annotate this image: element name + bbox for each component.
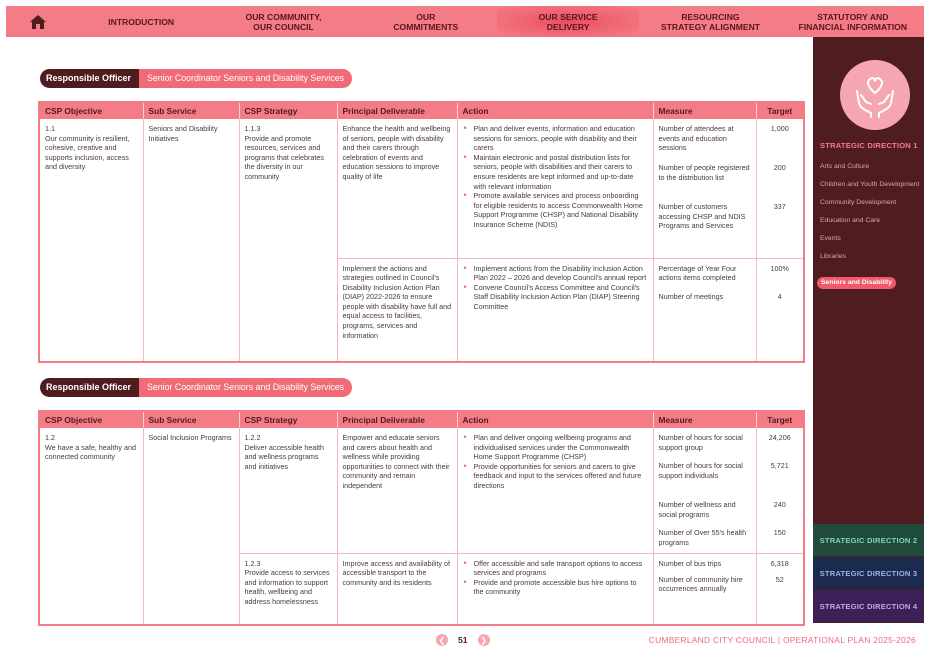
measure-item: Number of community hire occurrences annually [658,574,743,594]
csp-objective-cell: 1.2 We have a safe, healthy and connected community [39,428,143,625]
page-number: 51 [458,635,468,645]
measure-item: Number of customers accessing CHSP and NDIS Programs and Services [658,202,746,231]
action-item: • Provide and promote accessible bus hire options to the community [463,578,648,597]
header-csp-objective: CSP Objective [39,411,143,428]
target-value: 24,206 [768,433,791,442]
measure-item: Number of hours for social support individuals [658,461,743,480]
target-value: 4 [777,291,782,301]
sidebar-item-libraries[interactable]: Libraries [820,253,847,260]
measure-item: Number of bus trips [658,558,722,568]
service-table-1 [38,101,805,363]
measure-item: Number of attendees at events and education sessions [658,124,734,153]
target-value: 240 [773,500,786,509]
target-value: 200 [773,163,786,172]
hands-heart-icon [840,60,910,130]
action-cell [457,258,653,362]
target-cell [756,258,804,362]
deliverable-cell: Implement the actions and strategies outlined in Council's Disability Inclusion Action Plan (DIAP) 2022-2026 to ensure people with disability have full and equal access to facilities, programs, services and information [337,258,457,362]
footer-text: CUMBERLAND CITY COUNCIL | OPERATIONAL PLAN 2025-2026 [648,635,916,645]
deliverable-cell: Enhance the health and wellbeing of seniors, people with disability and their carers through celebration of events and education sessions to improve quality of life [337,119,457,258]
csp-strategy-cell: 1.2.2 Deliver accessible health and wellness programs and initiatives [239,428,337,553]
strategic-direction-2-tab[interactable]: STRATEGIC DIRECTION 2 [813,524,924,556]
deliverable-cell: Empower and educate seniors and carers about health and wellness while providing opportunities to connect with their community and remain independent [337,428,457,553]
responsible-officer-label: Responsible Officer [40,69,139,88]
sub-service-cell: Seniors and Disability Initiatives [143,119,239,362]
responsible-officer-value: Senior Coordinator Seniors and Disability Services [139,69,352,88]
action-item: • Promote available services and process onboarding for eligible residents to access Commonwealth Home Support Programme (CHSP) and National Disability Insurance Scheme (NDIS) [463,191,648,229]
measure-item: Number of people registered to the distribution list [658,163,750,182]
header-sub-service: Sub Service [143,102,239,119]
measure-item: Number of hours for social support group [658,433,743,452]
action-cell [457,428,653,553]
target-value: 52 [775,574,784,584]
table-header-row [39,411,804,428]
action-item: • Implement actions from the Disability Inclusion Action Plan 2022 – 2026 and develop Council's annual report [463,264,648,283]
target-value: 150 [773,528,786,537]
deliverable-cell: Improve access and availability of accessible transport to the community and its residents [337,553,457,625]
sidebar-item-community-development[interactable]: Community Development [820,199,897,206]
header-target: Target [756,411,804,428]
responsible-officer-bar [40,69,352,88]
header-action: Action [457,411,653,428]
csp-objective-cell: 1.1 Our community is resilient, cohesive, creative and supports inclusion, access and diversity [39,119,143,362]
chevron-right-icon[interactable]: ❯ [478,634,490,646]
responsible-officer-value: Senior Coordinator Seniors and Disability Services [139,378,352,397]
measure-cell [653,119,756,258]
table-row [39,119,804,258]
responsible-officer-label: Responsible Officer [40,378,139,397]
action-cell [457,119,653,258]
chevron-left-icon[interactable]: ❮ [436,634,448,646]
strategic-direction-3-tab[interactable]: STRATEGIC DIRECTION 3 [813,557,924,589]
target-value: 337 [773,202,786,211]
responsible-officer-bar [40,378,352,397]
sidebar-title: STRATEGIC DIRECTION 1 [820,141,918,150]
action-cell [457,553,653,625]
action-item: • Offer accessible and safe transport options to access services and programs [463,559,648,578]
target-cell [756,119,804,258]
sidebar-item-education-care[interactable]: Education and Care [820,217,881,224]
measure-cell [653,258,756,362]
nav-statutory-financial[interactable]: STATUTORY AND FINANCIAL INFORMATION [798,11,908,32]
sub-service-cell: Social Inclusion Programs [143,428,239,625]
target-value: 5,721 [770,461,789,470]
measure-item: Number of wellness and social programs [658,500,736,519]
header-csp-strategy: CSP Strategy [239,411,337,428]
table-row [39,428,804,553]
nav-our-commitments[interactable]: OUR COMMITMENTS [393,11,459,32]
sidebar-item-arts[interactable]: Arts and Culture [820,163,870,170]
sidebar-item-children-youth[interactable]: Children and Youth Development [820,181,920,188]
header-csp-objective: CSP Objective [39,102,143,119]
nav-introduction[interactable]: INTRODUCTION [108,16,175,27]
action-item: • Plan and deliver ongoing wellbeing programs and individualised services under the Commonwealth Home Support Programme (CHSP) [463,433,648,462]
header-action: Action [457,102,653,119]
sidebar-item-seniors-disability[interactable]: Seniors and Disability [817,277,896,289]
header-sub-service: Sub Service [143,411,239,428]
action-item: • Plan and deliver events, information and education sessions for seniors, people with disability and their carers [463,124,648,153]
nav-resourcing-strategy[interactable]: RESOURCING STRATEGY ALIGNMENT [660,11,761,32]
sidebar-list [820,163,920,299]
header-measure: Measure [653,102,756,119]
target-cell [756,428,804,553]
header-measure: Measure [653,411,756,428]
strategic-direction-4-tab[interactable]: STRATEGIC DIRECTION 4 [813,590,924,622]
csp-strategy-cell: 1.1.3 Provide and promote resources, services and programs that celebrates the diversity in our community [239,119,337,362]
measure-item: Percentage of Year Four actions items completed [658,263,737,283]
home-icon [29,14,47,30]
home-button[interactable] [6,6,70,37]
service-table-2 [38,410,805,626]
action-item: • Maintain electronic and postal distribution lists for seniors, people with disabilities and their carers to ensure residents are kept informed and up-to-date with relevant information [463,153,648,191]
target-value: 1,000 [770,124,789,133]
measure-item: Number of Over 55's health programs [658,528,747,547]
sidebar-item-events[interactable]: Events [820,235,841,242]
header-principal-deliverable: Principal Deliverable [337,102,457,119]
header-target: Target [756,102,804,119]
action-item: • Provide opportunities for seniors and carers to give feedback and input to the services offered and future directions [463,462,648,491]
measure-cell [653,553,756,625]
header-principal-deliverable: Principal Deliverable [337,411,457,428]
action-item: • Convene Council's Access Committee and Council's Staff Disability Inclusion Action Plan (DIAP) Steering Committee [463,283,648,312]
target-cell [756,553,804,625]
csp-strategy-cell: 1.2.3 Provide access to services and information to support health, wellbeing and address homelessness [239,553,337,625]
measure-cell [653,428,756,553]
target-value: 6,318 [770,558,789,568]
top-navigation [6,6,924,37]
nav-our-service-delivery[interactable]: OUR SERVICE DELIVERY [497,6,639,37]
pagination [436,634,490,646]
target-value: 100% [770,263,789,273]
nav-our-community[interactable]: OUR COMMUNITY, OUR COUNCIL [245,11,322,32]
table-header-row [39,102,804,119]
header-csp-strategy: CSP Strategy [239,102,337,119]
measure-item: Number of meetings [658,291,724,301]
